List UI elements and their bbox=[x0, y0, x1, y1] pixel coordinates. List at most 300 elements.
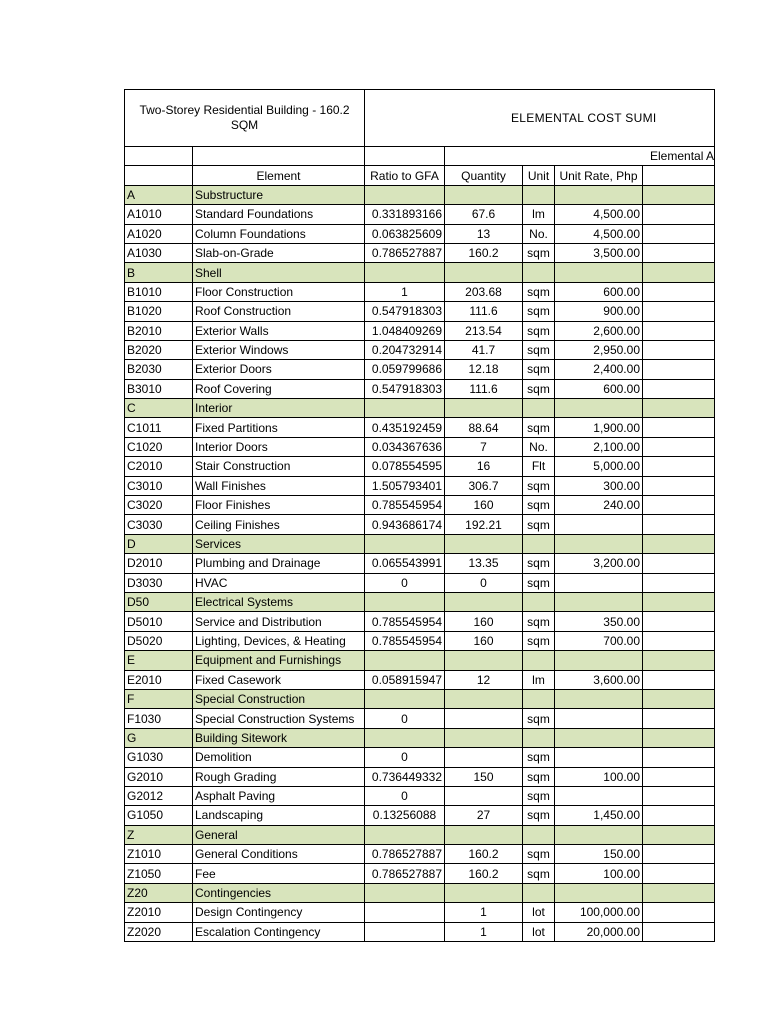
row-quantity: 41.7 bbox=[445, 340, 523, 359]
row-unit-rate: 600.00 bbox=[555, 379, 643, 398]
row-unit-rate bbox=[555, 185, 643, 204]
row-ratio bbox=[365, 651, 445, 670]
row-ratio: 0.034367636 bbox=[365, 437, 445, 456]
row-unit-rate: 100.00 bbox=[555, 767, 643, 786]
row-unit: sqm bbox=[523, 302, 555, 321]
row-element: Electrical Systems bbox=[193, 592, 365, 611]
row-unit: sqm bbox=[523, 282, 555, 301]
row-element: Plumbing and Drainage bbox=[193, 554, 365, 573]
row-code: D5020 bbox=[125, 631, 193, 650]
row-quantity: 1 bbox=[445, 903, 523, 922]
row-element: General bbox=[193, 825, 365, 844]
row-quantity: 88.64 bbox=[445, 418, 523, 437]
row-extra bbox=[643, 321, 715, 340]
table-row bbox=[125, 302, 715, 321]
row-element: Slab-on-Grade bbox=[193, 243, 365, 262]
table-row bbox=[125, 767, 715, 786]
row-extra bbox=[643, 728, 715, 747]
row-quantity: 160 bbox=[445, 496, 523, 515]
row-code: E2010 bbox=[125, 670, 193, 689]
row-extra bbox=[643, 243, 715, 262]
blank-cell bbox=[365, 147, 445, 166]
row-unit bbox=[523, 689, 555, 708]
row-unit-rate: 1,900.00 bbox=[555, 418, 643, 437]
table-row bbox=[125, 631, 715, 650]
row-unit-rate: 20,000.00 bbox=[555, 922, 643, 941]
table-row bbox=[125, 903, 715, 922]
row-quantity: 13.35 bbox=[445, 554, 523, 573]
row-code: A1010 bbox=[125, 205, 193, 224]
col-quantity: Quantity bbox=[445, 166, 523, 185]
row-unit-rate: 100.00 bbox=[555, 864, 643, 883]
table-row bbox=[125, 418, 715, 437]
row-code: B2020 bbox=[125, 340, 193, 359]
subheader-row bbox=[125, 147, 715, 166]
row-ratio bbox=[365, 534, 445, 553]
row-code: Z1010 bbox=[125, 845, 193, 864]
group-row bbox=[125, 534, 715, 553]
row-unit: sqm bbox=[523, 612, 555, 631]
row-ratio bbox=[365, 592, 445, 611]
row-code: C2010 bbox=[125, 457, 193, 476]
row-ratio: 1 bbox=[365, 282, 445, 301]
row-unit bbox=[523, 185, 555, 204]
row-code: G1030 bbox=[125, 748, 193, 767]
row-quantity bbox=[445, 748, 523, 767]
row-unit: sqm bbox=[523, 243, 555, 262]
table-row bbox=[125, 360, 715, 379]
row-ratio: 0 bbox=[365, 709, 445, 728]
row-ratio: 0.13256088 bbox=[365, 806, 445, 825]
row-unit-rate bbox=[555, 651, 643, 670]
row-element: Fixed Casework bbox=[193, 670, 365, 689]
row-extra bbox=[643, 205, 715, 224]
group-row bbox=[125, 883, 715, 902]
row-extra bbox=[643, 418, 715, 437]
row-ratio: 0.058915947 bbox=[365, 670, 445, 689]
row-element: Floor Construction bbox=[193, 282, 365, 301]
row-code: C1011 bbox=[125, 418, 193, 437]
row-element: Exterior Walls bbox=[193, 321, 365, 340]
row-element: Escalation Contingency bbox=[193, 922, 365, 941]
row-unit-rate: 3,500.00 bbox=[555, 243, 643, 262]
row-unit: sqm bbox=[523, 321, 555, 340]
row-unit: sqm bbox=[523, 767, 555, 786]
row-quantity: 13 bbox=[445, 224, 523, 243]
row-element: General Conditions bbox=[193, 845, 365, 864]
table-row bbox=[125, 748, 715, 767]
row-unit-rate bbox=[555, 689, 643, 708]
row-quantity: 203.68 bbox=[445, 282, 523, 301]
row-unit: sqm bbox=[523, 806, 555, 825]
blank-cell bbox=[643, 166, 715, 185]
row-ratio: 0.786527887 bbox=[365, 845, 445, 864]
table-row bbox=[125, 224, 715, 243]
table-row bbox=[125, 573, 715, 592]
row-unit bbox=[523, 651, 555, 670]
row-code: Z2020 bbox=[125, 922, 193, 941]
row-ratio: 0.059799686 bbox=[365, 360, 445, 379]
row-extra bbox=[643, 689, 715, 708]
row-code: C3020 bbox=[125, 496, 193, 515]
row-ratio: 0.204732914 bbox=[365, 340, 445, 359]
table-row bbox=[125, 864, 715, 883]
row-quantity: 7 bbox=[445, 437, 523, 456]
row-unit: No. bbox=[523, 437, 555, 456]
row-unit-rate: 300.00 bbox=[555, 476, 643, 495]
row-quantity: 16 bbox=[445, 457, 523, 476]
row-quantity: 27 bbox=[445, 806, 523, 825]
row-ratio: 0.943686174 bbox=[365, 515, 445, 534]
row-ratio: 0.785545954 bbox=[365, 631, 445, 650]
row-element: Stair Construction bbox=[193, 457, 365, 476]
row-element: Floor Finishes bbox=[193, 496, 365, 515]
row-unit-rate: 150.00 bbox=[555, 845, 643, 864]
row-unit-rate: 4,500.00 bbox=[555, 224, 643, 243]
row-extra bbox=[643, 670, 715, 689]
row-ratio: 0.785545954 bbox=[365, 612, 445, 631]
row-element: Column Foundations bbox=[193, 224, 365, 243]
row-unit: sqm bbox=[523, 845, 555, 864]
table-row bbox=[125, 379, 715, 398]
row-code: B3010 bbox=[125, 379, 193, 398]
row-ratio: 0.547918303 bbox=[365, 302, 445, 321]
row-unit: lot bbox=[523, 903, 555, 922]
row-unit-rate: 900.00 bbox=[555, 302, 643, 321]
row-extra bbox=[643, 263, 715, 282]
group-row bbox=[125, 263, 715, 282]
row-code: Z20 bbox=[125, 883, 193, 902]
row-element: Ceiling Finishes bbox=[193, 515, 365, 534]
row-unit-rate: 2,600.00 bbox=[555, 321, 643, 340]
row-unit: sqm bbox=[523, 786, 555, 805]
row-element: Roof Covering bbox=[193, 379, 365, 398]
row-extra bbox=[643, 922, 715, 941]
row-code: C bbox=[125, 399, 193, 418]
row-extra bbox=[643, 709, 715, 728]
row-quantity: 306.7 bbox=[445, 476, 523, 495]
row-code: G1050 bbox=[125, 806, 193, 825]
row-unit bbox=[523, 263, 555, 282]
row-unit: sqm bbox=[523, 864, 555, 883]
row-element: Equipment and Furnishings bbox=[193, 651, 365, 670]
row-extra bbox=[643, 379, 715, 398]
row-extra bbox=[643, 845, 715, 864]
table-row bbox=[125, 340, 715, 359]
row-unit: sqm bbox=[523, 418, 555, 437]
row-quantity bbox=[445, 786, 523, 805]
row-quantity: 160 bbox=[445, 612, 523, 631]
row-unit: sqm bbox=[523, 709, 555, 728]
col-unit-rate: Unit Rate, Php bbox=[555, 166, 643, 185]
row-unit bbox=[523, 825, 555, 844]
row-extra bbox=[643, 573, 715, 592]
row-quantity: 160 bbox=[445, 631, 523, 650]
row-code: E bbox=[125, 651, 193, 670]
row-unit-rate: 2,400.00 bbox=[555, 360, 643, 379]
row-quantity bbox=[445, 728, 523, 747]
elemental-header: Elemental A bbox=[445, 147, 715, 166]
cost-table bbox=[124, 89, 715, 942]
row-unit: sqm bbox=[523, 379, 555, 398]
row-element: Shell bbox=[193, 263, 365, 282]
row-extra bbox=[643, 786, 715, 805]
row-ratio bbox=[365, 263, 445, 282]
row-extra bbox=[643, 476, 715, 495]
row-unit: sqm bbox=[523, 554, 555, 573]
row-element: Wall Finishes bbox=[193, 476, 365, 495]
row-quantity: 12 bbox=[445, 670, 523, 689]
row-quantity bbox=[445, 651, 523, 670]
row-quantity: 1 bbox=[445, 922, 523, 941]
row-extra bbox=[643, 883, 715, 902]
row-quantity: 67.6 bbox=[445, 205, 523, 224]
row-extra bbox=[643, 631, 715, 650]
row-unit-rate bbox=[555, 825, 643, 844]
table-row bbox=[125, 321, 715, 340]
row-unit-rate: 1,450.00 bbox=[555, 806, 643, 825]
row-unit: sqm bbox=[523, 748, 555, 767]
row-code: D5010 bbox=[125, 612, 193, 631]
row-code: A bbox=[125, 185, 193, 204]
row-element: Fee bbox=[193, 864, 365, 883]
table-row bbox=[125, 554, 715, 573]
row-ratio: 0.065543991 bbox=[365, 554, 445, 573]
row-element: Landscaping bbox=[193, 806, 365, 825]
row-extra bbox=[643, 806, 715, 825]
row-unit: lm bbox=[523, 205, 555, 224]
row-extra bbox=[643, 302, 715, 321]
row-ratio: 0.786527887 bbox=[365, 864, 445, 883]
row-unit-rate: 4,500.00 bbox=[555, 205, 643, 224]
row-code: C3030 bbox=[125, 515, 193, 534]
row-element: Demolition bbox=[193, 748, 365, 767]
row-extra bbox=[643, 282, 715, 301]
table-row bbox=[125, 515, 715, 534]
row-element: Exterior Windows bbox=[193, 340, 365, 359]
row-quantity: 0 bbox=[445, 573, 523, 592]
row-element: Standard Foundations bbox=[193, 205, 365, 224]
row-ratio bbox=[365, 728, 445, 747]
blank-cell bbox=[125, 147, 193, 166]
row-unit-rate bbox=[555, 515, 643, 534]
row-code: F bbox=[125, 689, 193, 708]
row-quantity bbox=[445, 883, 523, 902]
row-element: Substructure bbox=[193, 185, 365, 204]
row-ratio bbox=[365, 903, 445, 922]
row-extra bbox=[643, 340, 715, 359]
row-quantity: 12.18 bbox=[445, 360, 523, 379]
row-quantity: 111.6 bbox=[445, 302, 523, 321]
row-unit bbox=[523, 883, 555, 902]
row-code: Z2010 bbox=[125, 903, 193, 922]
table-row bbox=[125, 243, 715, 262]
group-row bbox=[125, 185, 715, 204]
row-unit-rate: 3,600.00 bbox=[555, 670, 643, 689]
row-quantity bbox=[445, 399, 523, 418]
row-unit-rate: 600.00 bbox=[555, 282, 643, 301]
row-code: Z1050 bbox=[125, 864, 193, 883]
row-unit-rate bbox=[555, 728, 643, 747]
row-ratio: 0.078554595 bbox=[365, 457, 445, 476]
table-row bbox=[125, 786, 715, 805]
table-row bbox=[125, 457, 715, 476]
row-element: Special Construction Systems bbox=[193, 709, 365, 728]
row-code: G2010 bbox=[125, 767, 193, 786]
row-extra bbox=[643, 592, 715, 611]
row-extra bbox=[643, 903, 715, 922]
row-extra bbox=[643, 515, 715, 534]
table-row bbox=[125, 612, 715, 631]
row-element: Building Sitework bbox=[193, 728, 365, 747]
row-unit: Flt bbox=[523, 457, 555, 476]
summary-title: ELEMENTAL COST SUMI bbox=[365, 90, 715, 147]
row-ratio: 1.048409269 bbox=[365, 321, 445, 340]
row-unit-rate bbox=[555, 883, 643, 902]
row-code: G bbox=[125, 728, 193, 747]
row-ratio: 0.547918303 bbox=[365, 379, 445, 398]
row-extra bbox=[643, 185, 715, 204]
group-row bbox=[125, 825, 715, 844]
group-row bbox=[125, 592, 715, 611]
col-unit: Unit bbox=[523, 166, 555, 185]
row-element: Asphalt Paving bbox=[193, 786, 365, 805]
row-quantity bbox=[445, 709, 523, 728]
row-unit-rate bbox=[555, 709, 643, 728]
column-header-row bbox=[125, 166, 715, 185]
row-quantity: 192.21 bbox=[445, 515, 523, 534]
row-code: A1030 bbox=[125, 243, 193, 262]
row-element: Services bbox=[193, 534, 365, 553]
row-unit-rate bbox=[555, 786, 643, 805]
row-quantity bbox=[445, 534, 523, 553]
row-unit bbox=[523, 399, 555, 418]
table-row bbox=[125, 709, 715, 728]
row-ratio bbox=[365, 689, 445, 708]
row-extra bbox=[643, 612, 715, 631]
row-unit: lot bbox=[523, 922, 555, 941]
row-quantity: 160.2 bbox=[445, 845, 523, 864]
row-code: B2030 bbox=[125, 360, 193, 379]
row-unit-rate bbox=[555, 592, 643, 611]
col-element: Element bbox=[193, 166, 365, 185]
row-ratio: 0 bbox=[365, 786, 445, 805]
row-extra bbox=[643, 399, 715, 418]
row-unit-rate: 3,200.00 bbox=[555, 554, 643, 573]
row-unit-rate: 100,000.00 bbox=[555, 903, 643, 922]
row-ratio bbox=[365, 922, 445, 941]
row-unit-rate: 350.00 bbox=[555, 612, 643, 631]
row-code: F1030 bbox=[125, 709, 193, 728]
row-extra bbox=[643, 534, 715, 553]
row-ratio bbox=[365, 185, 445, 204]
row-extra bbox=[643, 825, 715, 844]
row-quantity bbox=[445, 825, 523, 844]
row-unit bbox=[523, 592, 555, 611]
row-ratio: 0 bbox=[365, 748, 445, 767]
row-quantity: 213.54 bbox=[445, 321, 523, 340]
row-quantity: 160.2 bbox=[445, 243, 523, 262]
row-quantity bbox=[445, 263, 523, 282]
row-unit-rate: 240.00 bbox=[555, 496, 643, 515]
row-code: C3010 bbox=[125, 476, 193, 495]
row-quantity bbox=[445, 592, 523, 611]
row-ratio: 0.785545954 bbox=[365, 496, 445, 515]
row-unit bbox=[523, 728, 555, 747]
row-extra bbox=[643, 224, 715, 243]
group-row bbox=[125, 728, 715, 747]
table-row bbox=[125, 845, 715, 864]
row-code: D2010 bbox=[125, 554, 193, 573]
col-ratio: Ratio to GFA bbox=[365, 166, 445, 185]
blank-cell bbox=[193, 147, 365, 166]
row-element: Service and Distribution bbox=[193, 612, 365, 631]
row-code: A1020 bbox=[125, 224, 193, 243]
row-unit: sqm bbox=[523, 476, 555, 495]
sheet-title: Two-Storey Residential Building - 160.2 SQM bbox=[125, 90, 365, 147]
row-code: D bbox=[125, 534, 193, 553]
row-quantity: 111.6 bbox=[445, 379, 523, 398]
table-row bbox=[125, 806, 715, 825]
row-ratio: 0.331893166 bbox=[365, 205, 445, 224]
row-element: Design Contingency bbox=[193, 903, 365, 922]
row-unit-rate: 5,000.00 bbox=[555, 457, 643, 476]
row-extra bbox=[643, 651, 715, 670]
row-unit: No. bbox=[523, 224, 555, 243]
table-row bbox=[125, 670, 715, 689]
row-unit: sqm bbox=[523, 496, 555, 515]
row-extra bbox=[643, 437, 715, 456]
row-element: HVAC bbox=[193, 573, 365, 592]
row-unit: lm bbox=[523, 670, 555, 689]
row-code: B1020 bbox=[125, 302, 193, 321]
table-row bbox=[125, 476, 715, 495]
row-extra bbox=[643, 748, 715, 767]
row-extra bbox=[643, 767, 715, 786]
row-unit-rate bbox=[555, 399, 643, 418]
table-row bbox=[125, 496, 715, 515]
row-extra bbox=[643, 554, 715, 573]
cost-summary-sheet bbox=[124, 89, 715, 942]
group-row bbox=[125, 689, 715, 708]
row-code: D3030 bbox=[125, 573, 193, 592]
row-element: Fixed Partitions bbox=[193, 418, 365, 437]
group-row bbox=[125, 651, 715, 670]
title-row bbox=[125, 90, 715, 147]
row-ratio: 0 bbox=[365, 573, 445, 592]
row-code: C1020 bbox=[125, 437, 193, 456]
row-ratio: 0.063825609 bbox=[365, 224, 445, 243]
row-extra bbox=[643, 457, 715, 476]
row-quantity: 150 bbox=[445, 767, 523, 786]
table-row bbox=[125, 437, 715, 456]
row-ratio: 1.505793401 bbox=[365, 476, 445, 495]
row-element: Rough Grading bbox=[193, 767, 365, 786]
row-unit-rate: 2,100.00 bbox=[555, 437, 643, 456]
row-ratio: 0.736449332 bbox=[365, 767, 445, 786]
row-unit: sqm bbox=[523, 340, 555, 359]
row-code: Z bbox=[125, 825, 193, 844]
row-unit: sqm bbox=[523, 573, 555, 592]
row-code: B2010 bbox=[125, 321, 193, 340]
row-code: B bbox=[125, 263, 193, 282]
row-code: D50 bbox=[125, 592, 193, 611]
row-unit bbox=[523, 534, 555, 553]
row-unit-rate: 700.00 bbox=[555, 631, 643, 650]
row-ratio bbox=[365, 883, 445, 902]
row-quantity: 160.2 bbox=[445, 864, 523, 883]
row-unit-rate bbox=[555, 263, 643, 282]
